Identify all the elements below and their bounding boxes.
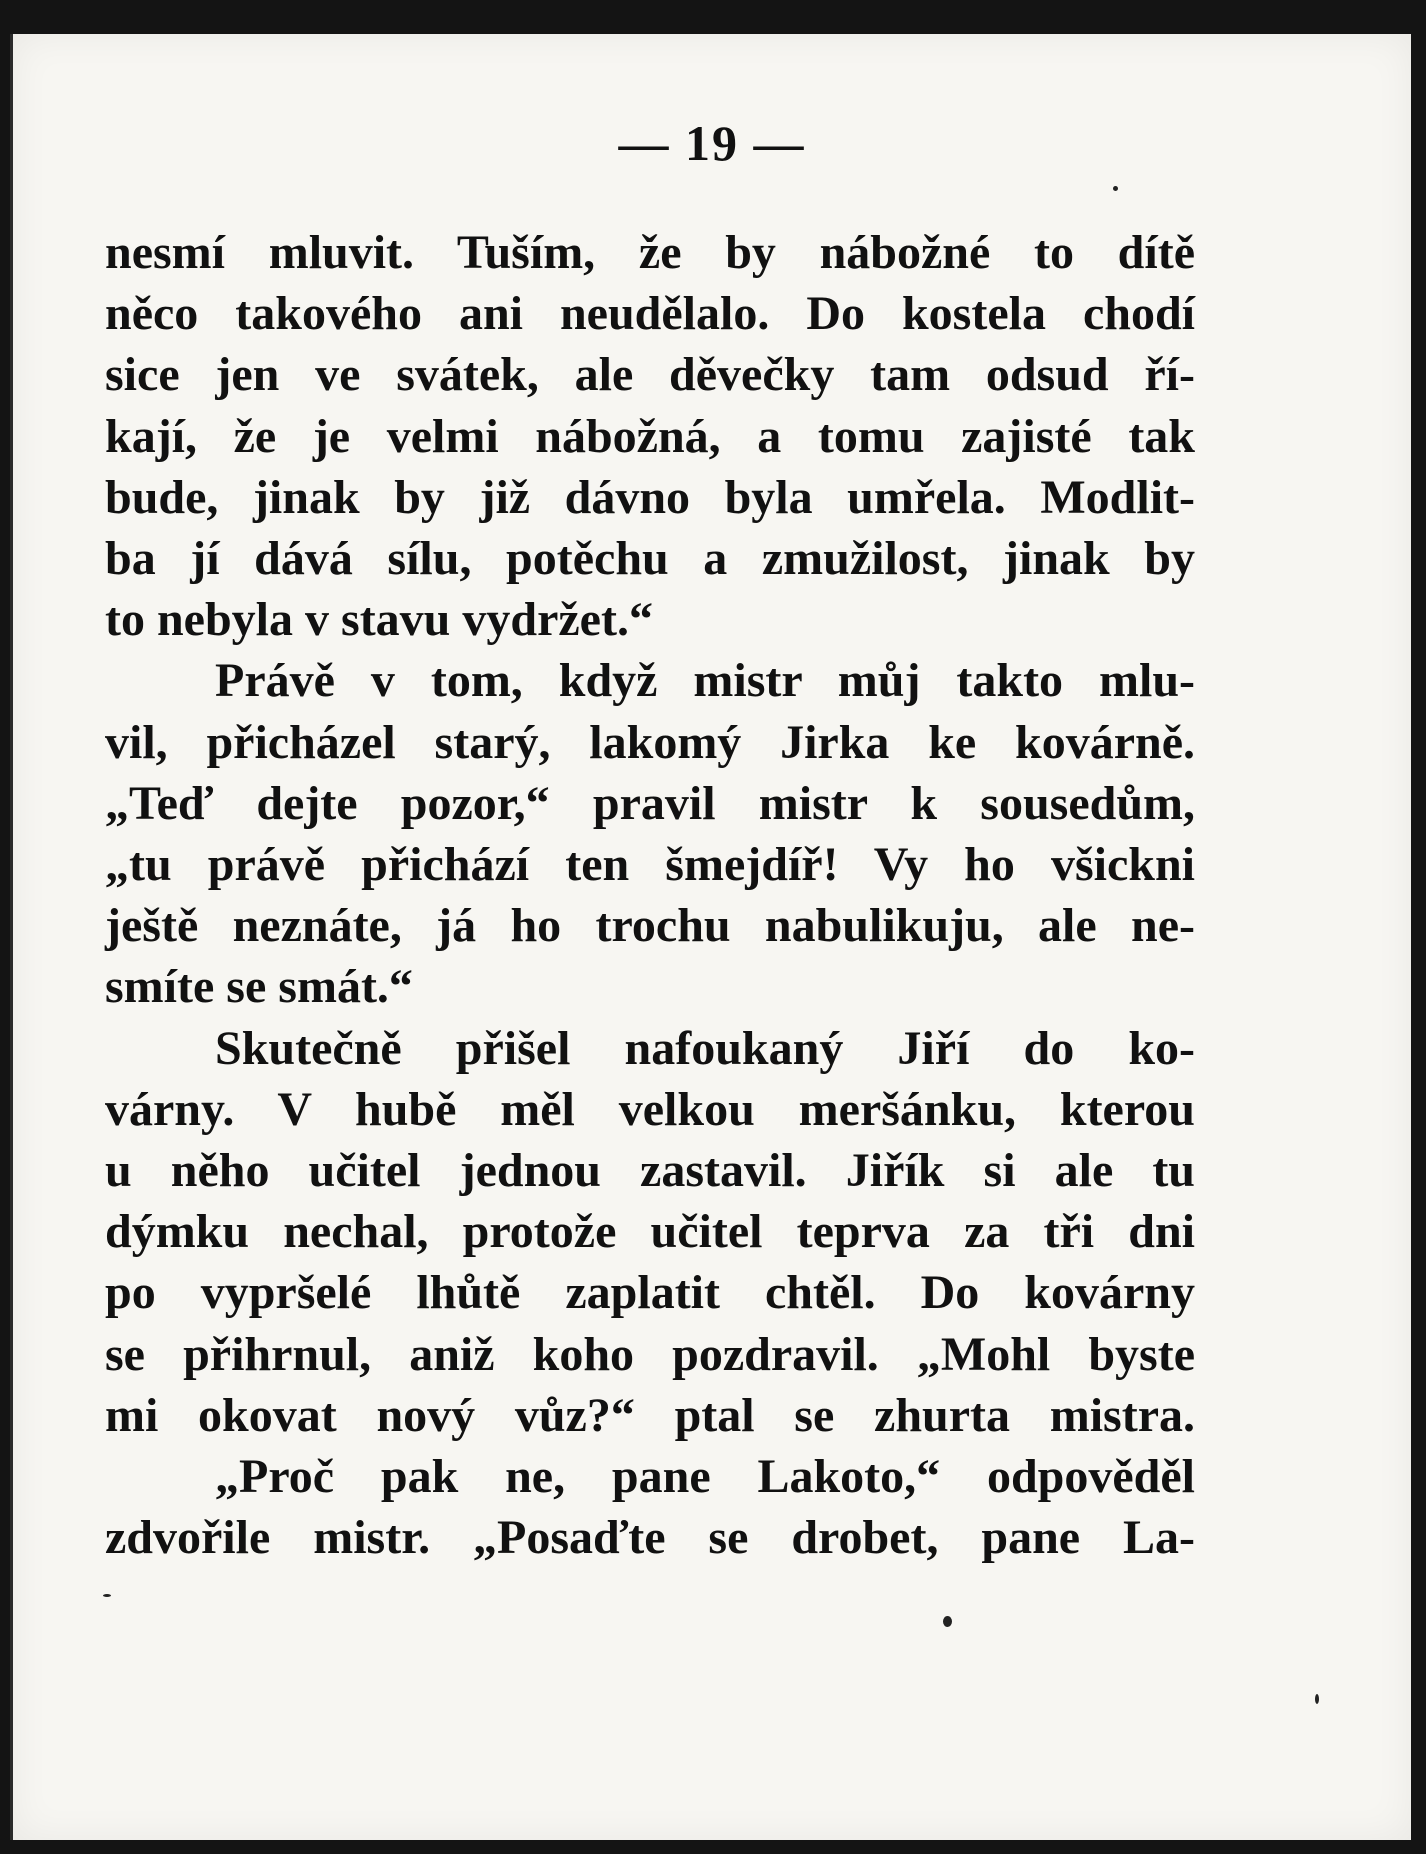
text-line: „Teď dejte pozor,“ pravil mistr k sousedům, bbox=[105, 776, 1195, 830]
book-page bbox=[10, 34, 1411, 1840]
text-line: u něho učitel jednou zastavil. Jiřík si ale tu bbox=[105, 1144, 1195, 1198]
text-line: bude, jinak by již dávno byla umřela. Modlit- bbox=[105, 470, 1195, 524]
ink-speck bbox=[1315, 1694, 1319, 1704]
text-line: Právě v tom, když mistr můj takto mlu- bbox=[215, 654, 1195, 708]
text-line: várny. V hubě měl velkou meršánku, kterou bbox=[105, 1082, 1195, 1136]
body-text bbox=[105, 222, 1195, 1568]
text-line: po vypršelé lhůtě zaplatit chtěl. Do kovárny bbox=[105, 1266, 1195, 1320]
text-line: smíte se smát.“ bbox=[105, 960, 413, 1014]
text-line: se přihrnul, aniž koho pozdravil. „Mohl byste bbox=[105, 1327, 1195, 1381]
page-number: — 19 — bbox=[618, 115, 806, 171]
text-line: něco takového ani neudělalo. Do kostela chodí bbox=[105, 287, 1195, 341]
text-line: Skutečně přišel nafoukaný Jiří do ko- bbox=[215, 1021, 1195, 1075]
text-line: ještě neznáte, já ho trochu nabulikuju, ale ne- bbox=[105, 899, 1195, 953]
text-line: „tu právě přichází ten šmejdíř! Vy ho všickni bbox=[105, 838, 1195, 892]
text-line: kají, že je velmi nábožná, a tomu zajisté tak bbox=[105, 409, 1195, 463]
text-line: vil, přicházel starý, lakomý Jirka ke kovárně. bbox=[105, 715, 1195, 769]
ink-speck bbox=[943, 1616, 952, 1627]
ink-speck bbox=[103, 1594, 111, 1597]
ink-speck bbox=[1113, 186, 1118, 191]
text-line: dýmku nechal, protože učitel teprva za tři dni bbox=[105, 1205, 1195, 1259]
text-line: mi okovat nový vůz?“ ptal se zhurta mistra. bbox=[105, 1388, 1195, 1442]
text-line: to nebyla v stavu vydržet.“ bbox=[105, 593, 653, 647]
text-line: sice jen ve svátek, ale děvečky tam odsud ří- bbox=[105, 348, 1195, 402]
text-line: ba jí dává sílu, potěchu a zmužilost, jinak by bbox=[105, 532, 1195, 586]
text-line: „Proč pak ne, pane Lakoto,“ odpověděl bbox=[215, 1450, 1195, 1504]
text-line: zdvořile mistr. „Posaďte se drobet, pane La- bbox=[105, 1511, 1195, 1565]
text-line: nesmí mluvit. Tuším, že by nábožné to dítě bbox=[105, 226, 1195, 279]
